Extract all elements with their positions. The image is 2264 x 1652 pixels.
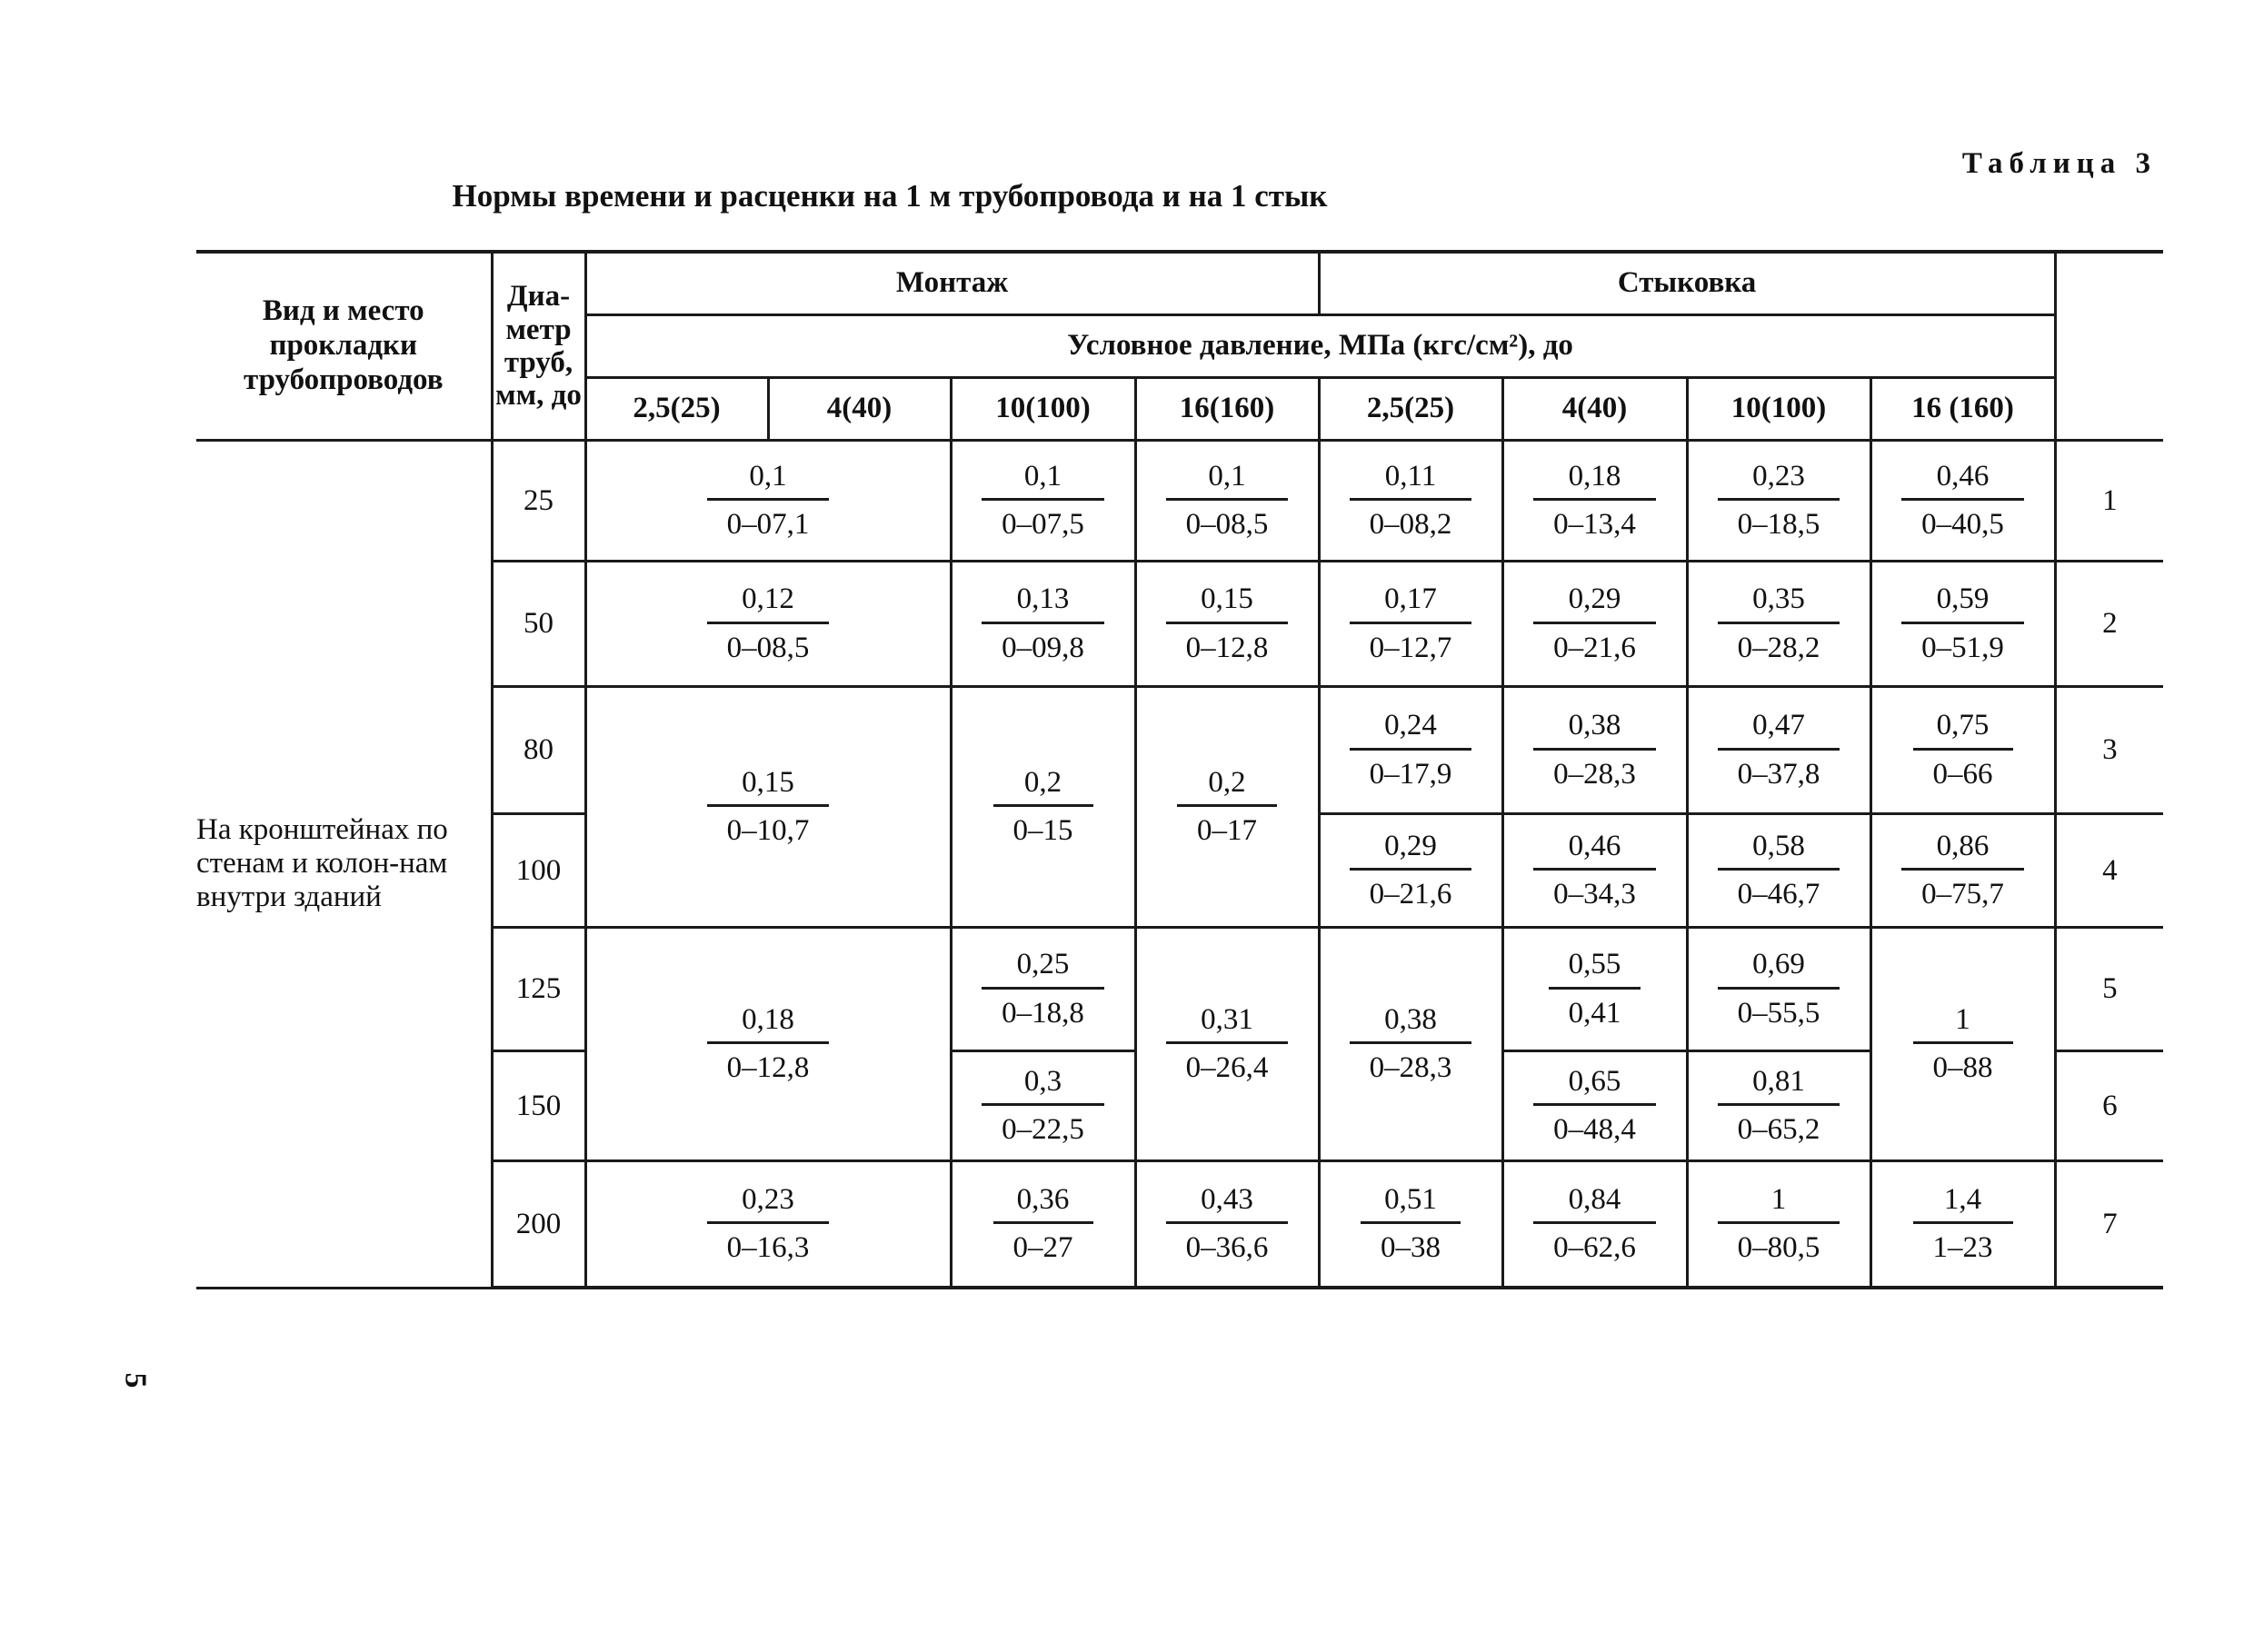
norm-value: 0,65 [1533,1065,1656,1106]
norm-value: 0,1 [982,460,1104,501]
kind-cell: На кронштейнах по стенам и колон-нам внутри зданий [196,441,492,1289]
rate-value: 0–13,4 [1553,508,1636,542]
rate-value: 0,41 [1568,996,1621,1030]
norm-value: 0,29 [1533,582,1656,623]
stykovka-cell [1870,928,2055,1161]
rate-value: 0–22,5 [1002,1113,1084,1147]
norm-value: 0,1 [1166,460,1289,501]
montazh-cell [585,928,951,1161]
stykovka-cell [1687,814,1870,928]
header-pressure-m-25: 2,5(25) [585,378,768,441]
rate-value: 0–66 [1932,757,1993,791]
norm-value: 0,18 [707,1003,830,1044]
table-row [196,928,2163,1051]
stykovka-cell [1319,562,1502,687]
rate-value: 0–55,5 [1737,996,1820,1030]
stykovka-cell [1319,441,1502,562]
stykovka-cell [1502,687,1687,814]
montazh-cell [951,1161,1135,1289]
norm-value: 0,36 [993,1183,1093,1224]
montazh-cell [951,1051,1135,1161]
stykovka-cell [1502,1161,1687,1289]
header-pressure-s-100: 10(100) [1687,378,1870,441]
rate-value: 1–23 [1932,1231,1993,1265]
diameter-cell: 50 [492,562,585,687]
diameter-cell: 25 [492,441,585,562]
stykovka-cell [1870,562,2055,687]
stykovka-cell [1687,1051,1870,1161]
norm-value: 0,23 [1718,460,1840,501]
montazh-cell [951,562,1135,687]
stykovka-cell [1687,928,1870,1051]
diameter-cell: 125 [492,928,585,1051]
stykovka-cell [1319,928,1502,1161]
header-rownum [2055,252,2163,441]
norm-value: 0,17 [1350,582,1472,623]
stykovka-cell [1502,441,1687,562]
rate-value: 0–16,3 [726,1231,810,1265]
montazh-cell [951,687,1135,928]
norm-value: 0,84 [1533,1183,1656,1224]
stykovka-cell [1319,814,1502,928]
norm-value: 1 [1913,1003,2013,1044]
rate-value: 0–18,5 [1737,508,1820,542]
diameter-cell: 150 [492,1051,585,1161]
diameter-cell: 80 [492,687,585,814]
norm-value: 0,46 [1533,830,1656,871]
stykovka-cell [1502,562,1687,687]
norm-value: 0,25 [982,948,1104,989]
header-pressure-m-160: 16(160) [1135,378,1319,441]
row-number: 4 [2055,814,2163,928]
rate-value: 0–28,3 [1369,1051,1452,1085]
norm-value: 0,38 [1350,1003,1472,1044]
stykovka-cell [1870,441,2055,562]
norm-value: 1 [1718,1183,1840,1224]
stykovka-cell [1502,1051,1687,1161]
montazh-cell [1135,1161,1319,1289]
montazh-cell [1135,562,1319,687]
header-diameter: Диа-метр труб, мм, до [492,252,585,441]
rate-value: 0–21,6 [1369,878,1452,911]
montazh-cell [1135,687,1319,928]
rate-value: 0–36,6 [1185,1231,1269,1265]
norm-value: 0,51 [1361,1183,1461,1224]
rate-value: 0–17 [1197,814,1258,848]
norm-value: 0,38 [1533,709,1656,750]
row-number: 6 [2055,1051,2163,1161]
norm-value: 0,15 [1166,582,1289,623]
rate-value: 0–80,5 [1737,1231,1820,1265]
norm-value: 0,3 [982,1065,1104,1106]
row-number: 3 [2055,687,2163,814]
norm-value: 1,4 [1913,1183,2013,1224]
rate-value: 0–37,8 [1737,757,1820,791]
norm-value: 0,46 [1901,460,2024,501]
rate-value: 0–38 [1381,1231,1441,1265]
rate-value: 0–08,5 [1185,508,1269,542]
header-pressure-m-100: 10(100) [951,378,1135,441]
rate-value: 0–28,2 [1737,631,1820,664]
rate-value: 0–10,7 [726,814,810,848]
norm-value: 0,24 [1350,709,1472,750]
norm-value: 0,15 [707,766,830,807]
rate-value: 0–51,9 [1921,631,2004,664]
rate-value: 0–08,5 [726,631,810,664]
norm-value: 0,1 [707,460,830,501]
stykovka-cell [1870,687,2055,814]
norms-table [196,250,2163,1289]
stykovka-cell [1687,687,1870,814]
rate-value: 0–12,7 [1369,631,1452,664]
norm-value: 0,35 [1718,582,1840,623]
norm-value: 0,59 [1901,582,2024,623]
rate-value: 0–27 [1012,1231,1073,1265]
stykovka-cell [1502,928,1687,1051]
montazh-cell [585,1161,951,1289]
page-number: 5 [118,1372,153,1388]
page-title: Нормы времени и расценки на 1 м трубопровода и на 1 стык [452,178,1328,214]
norm-value: 0,81 [1718,1065,1840,1106]
norm-value: 0,86 [1901,830,2024,871]
montazh-cell [951,928,1135,1051]
header-stykovka: Стыковка [1319,252,2055,315]
montazh-cell [1135,441,1319,562]
header-pressure-s-40: 4(40) [1502,378,1687,441]
norm-value: 0,55 [1549,948,1641,989]
stykovka-cell [1319,1161,1502,1289]
norm-value: 0,18 [1533,460,1656,501]
table-caption-label: Таблица 3 [1961,147,2157,180]
header-montazh: Монтаж [585,252,1319,315]
rate-value: 0–62,6 [1553,1231,1636,1265]
header-pressure-m-40: 4(40) [768,378,951,441]
table-row [196,687,2163,814]
rate-value: 0–12,8 [726,1051,810,1085]
norm-value: 0,13 [982,582,1104,623]
montazh-cell [585,687,951,928]
rate-value: 0–07,5 [1002,508,1084,542]
row-number: 5 [2055,928,2163,1051]
rate-value: 0–18,8 [1002,996,1084,1030]
rate-value: 0–34,3 [1553,878,1636,911]
rate-value: 0–26,4 [1185,1051,1269,1085]
row-number: 7 [2055,1161,2163,1289]
rate-value: 0–75,7 [1921,878,2004,911]
montazh-cell [585,441,951,562]
row-number: 2 [2055,562,2163,687]
norm-value: 0,47 [1718,709,1840,750]
rate-value: 0–15 [1012,814,1073,848]
stykovka-cell [1687,441,1870,562]
norm-value: 0,2 [1177,766,1277,807]
row-number: 1 [2055,441,2163,562]
stykovka-cell [1870,1161,2055,1289]
norm-value: 0,58 [1718,830,1840,871]
table-row [196,441,2163,562]
table-row [196,562,2163,687]
header-pressure-s-160: 16 (160) [1870,378,2055,441]
norm-value: 0,31 [1166,1003,1289,1044]
header-pressure: Условное давление, МПа (кгс/см²), до [585,315,2055,378]
norm-value: 0,2 [993,766,1093,807]
rate-value: 0–65,2 [1737,1113,1820,1147]
rate-value: 0–12,8 [1185,631,1269,664]
rate-value: 0–28,3 [1553,757,1636,791]
rate-value: 0–09,8 [1002,631,1084,664]
stykovka-cell [1502,814,1687,928]
montazh-cell [951,441,1135,562]
norm-value: 0,12 [707,582,830,623]
rate-value: 0–88 [1932,1051,1993,1085]
rate-value: 0–40,5 [1921,508,2004,542]
rate-value: 0–07,1 [726,508,810,542]
norm-value: 0,11 [1350,460,1472,501]
stykovka-cell [1870,814,2055,928]
stykovka-cell [1687,1161,1870,1289]
norm-value: 0,75 [1913,709,2013,750]
stykovka-cell [1319,687,1502,814]
diameter-cell: 100 [492,814,585,928]
table-row [196,1161,2163,1289]
stykovka-cell [1687,562,1870,687]
rate-value: 0–17,9 [1369,757,1452,791]
norm-value: 0,29 [1350,830,1472,871]
header-kind: Вид и место прокладки трубопроводов [196,252,492,441]
montazh-cell [585,562,951,687]
montazh-cell [1135,928,1319,1161]
rate-value: 0–46,7 [1737,878,1820,911]
rate-value: 0–08,2 [1369,508,1452,542]
norm-value: 0,43 [1166,1183,1289,1224]
rate-value: 0–48,4 [1553,1113,1636,1147]
diameter-cell: 200 [492,1161,585,1289]
rate-value: 0–21,6 [1553,631,1636,664]
norm-value: 0,23 [707,1183,830,1224]
norm-value: 0,69 [1718,948,1840,989]
header-pressure-s-25: 2,5(25) [1319,378,1502,441]
